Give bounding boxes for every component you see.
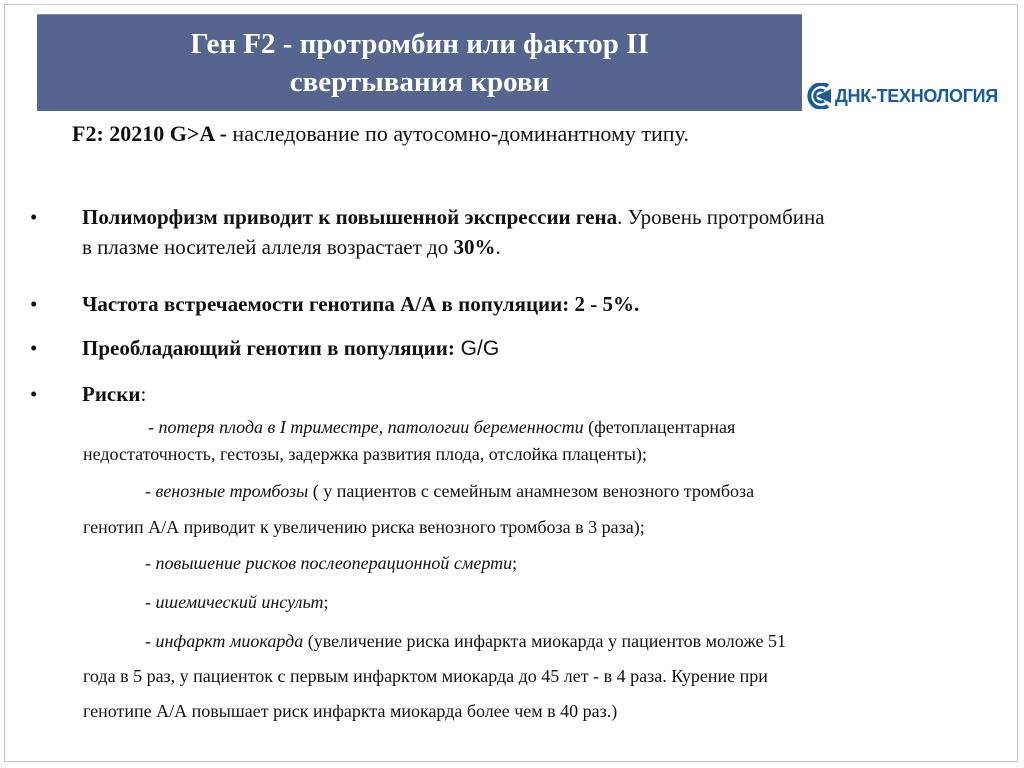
title-line-1: Ген F2 - протромбин или фактор II: [190, 28, 649, 60]
bullet-line2-end: .: [495, 235, 501, 259]
bullet-bold-text: Полиморфизм приводит к повышенной экспрессии гена: [82, 205, 618, 229]
risk-pregnancy: [148, 415, 735, 439]
risk-dash: -: [145, 631, 156, 651]
risk-italic: венозные тромбозы: [155, 481, 309, 501]
risk-italic: потеря плода в I триместре, патологии беременности: [158, 417, 584, 437]
dna-technology-logo-icon: [804, 83, 832, 109]
bullet-symbol: •: [30, 336, 38, 360]
bullet-symbol: •: [30, 382, 38, 406]
risk-rest: (фетоплацентарная: [583, 417, 736, 437]
risk-rest: (увеличение риска инфаркта миокарда у пациентов моложе 51: [303, 631, 787, 651]
risk-italic: инфаркт миокарда: [155, 631, 304, 651]
risk-pregnancy-line2: недостаточность, гестозы, задержка развития плода, отслойка плаценты);: [83, 444, 647, 464]
risk-venous-thrombosis-line2: генотип А/А приводит к увеличению риска венозного тромбоза в 3 раза);: [83, 517, 645, 537]
bullet-bold-text: Риски: [82, 382, 141, 406]
risk-venous-thrombosis: [145, 479, 754, 503]
bullet-symbol: •: [30, 205, 38, 229]
inheritance-subtitle: [72, 121, 689, 147]
inheritance-text: наследование по аутосомно-доминантному типу.: [226, 121, 689, 146]
bullet-rest-text: :: [140, 382, 147, 406]
genotype-value: G/G: [454, 337, 500, 360]
bullet-symbol: •: [30, 292, 38, 316]
bullet-percent: 30%: [453, 235, 496, 259]
bullet-text: Частота встречаемости генотипа А/А в популяции: 2 - 5%.: [82, 292, 640, 316]
risk-rest: ;: [323, 592, 329, 612]
bullet-text: [82, 379, 146, 409]
risk-dash: -: [145, 553, 156, 573]
risk-myocardial-infarction-line2: года в 5 раз, у пациенток с первым инфарктом миокарда до 45 лет - в 4 раза. Курение при: [83, 666, 768, 686]
bullet-text: [82, 202, 825, 262]
risk-rest: ( у пациентов с семейным анамнезом венозного тромбоза: [308, 481, 755, 501]
risk-myocardial-infarction: [145, 629, 786, 653]
bullet-bold-text: Преобладающий генотип в популяции:: [82, 336, 455, 360]
risk-dash: -: [145, 481, 156, 501]
risk-italic: повышение рисков послеоперационной смерти: [155, 553, 513, 573]
risk-dash: -: [148, 417, 159, 437]
risk-italic: ишемический инсульт: [155, 592, 324, 612]
bullet-line2-text: в плазме носителей аллеля возрастает до: [82, 235, 454, 259]
bullet-text: [82, 333, 499, 364]
title-banner: [37, 14, 802, 111]
bullet-rest-text: . Уровень протромбина: [617, 205, 825, 229]
risk-ischemic-stroke: [145, 590, 328, 614]
risk-postoperative: [145, 551, 517, 575]
risk-rest: ;: [512, 553, 518, 573]
risk-dash: -: [145, 592, 156, 612]
variant-label: F2: 20210 G>A -: [72, 121, 227, 146]
risk-myocardial-infarction-line3: генотипе А/А повышает риск инфаркта миокарда более чем в 40 раз.): [83, 701, 618, 721]
logo-text: ДНК-ТЕХНОЛОГИЯ: [835, 85, 998, 106]
title-line-2: свертывания крови: [289, 66, 550, 98]
company-logo: [804, 80, 998, 112]
